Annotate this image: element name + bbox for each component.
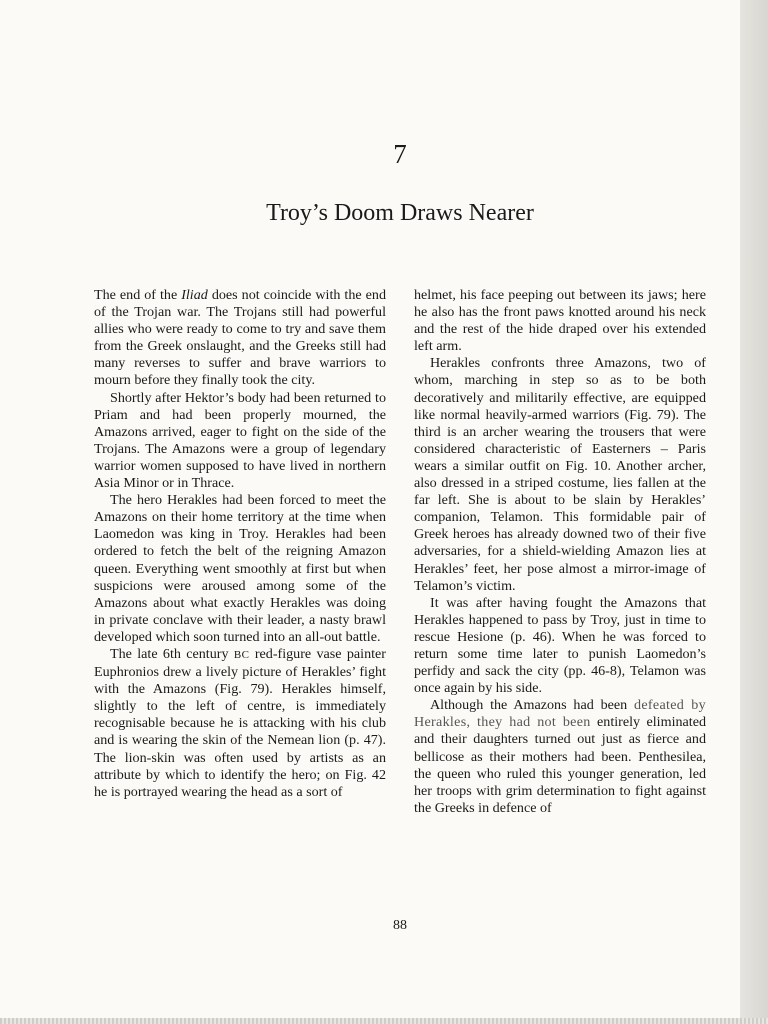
era-abbreviation: BC: [233, 648, 250, 661]
text-span: The late 6th century: [110, 645, 234, 662]
right-column: [414, 287, 706, 817]
paragraph: The hero Herakles had been forced to meet the Amazons on their home territory at the time when Laomedon was king in Troy. Herakles had been ordered to fetch the belt of the reigning Amazon queen. Everything went smoothly at first but when suspicions were aroused among some of the Amazons about what exactly Herakles was doing in private conclave with their leader, a nasty brawl developed which soon turned into an all-out battle.: [94, 492, 386, 645]
paragraph: [94, 646, 386, 801]
text-span: red-figure vase painter Euphronios drew a lively picture of Herakles’ fight with the Amazons (Fig. 79). Herakles himself, slightly to the left of centre, is immediately recognisable because he is attacking with his club and is wearing the skin of the Nemean lion (p. 47). The lion-skin was often used by artists as an attribute by which to identify the hero; on Fig. 42 he is portrayed wearing the head as a sort of: [94, 645, 386, 800]
chapter-number: 7: [393, 139, 407, 169]
paragraph: Shortly after Hektor’s body had been returned to Priam and had been properly mourned, the Amazons arrived, eager to fight on the side of the Trojans. The Amazons were a group of legendary warrior women supposed to have lived in northern Asia Minor or in Thrace.: [94, 389, 386, 492]
paragraph: [414, 697, 706, 817]
paragraph: [94, 287, 386, 390]
book-title-italic: Iliad: [181, 287, 208, 303]
overprinted-text: defeated by Herakles, they had not been: [414, 697, 706, 731]
paragraph: It was after having fought the Amazons that Herakles happened to pass by Troy, just in time to rescue Hesione (p. 46). When he was forced to return some time later to punish Laomedon’s perfidy and sack the city (pp. 46-8), Telamon was once again by his side.: [414, 594, 706, 697]
paragraph: Herakles confronts three Amazons, two of whom, marching in step so as to be both decoratively and militarily effective, are equipped like normal heavily-armed warriors (Fig. 79). The third is an archer wearing the trousers that were considered characteristic of Easterners – Paris wears a similar outfit on Fig. 10. Another archer, also dressed in a striped costume, lies fallen at the far left. She is about to be slain by Herakles’ companion, Telamon. This formidable pair of Greek heroes has already downed two of their five adversaries, for a shield-wielding Amazon lies at Herakles’ feet, her pose almost a mirror-image of Telamon’s victim.: [414, 355, 706, 594]
left-column: [94, 287, 386, 801]
chapter-title: Troy’s Doom Draws Nearer: [266, 200, 534, 226]
text-span: Although the Amazons had been: [430, 697, 635, 714]
page-bottom-edge: [0, 1018, 768, 1024]
text-span: entirely eliminated and their daughters turned out just as fierce and bellicose as their mothers had been. Penthesilea, the queen who ruled this younger generation, led her troops with grim determination to fight against the Greeks in defence of: [414, 714, 706, 816]
text-span: does not coincide with the end of the Trojan war. The Trojans still had powerful allies who were ready to come to try and save them from the Greek onslaught, and the Greeks still had many reverses to suffer and brave warriors to mourn before they finally took the city.: [94, 287, 386, 389]
paragraph: helmet, his face peeping out between its jaws; here he also has the front paws knotted around his neck and the rest of the hide draped over his extended left arm.: [414, 287, 706, 355]
text-span: The end of the: [94, 287, 182, 303]
page-edge-shadow: [740, 0, 768, 1024]
page-number: 88: [393, 918, 407, 933]
